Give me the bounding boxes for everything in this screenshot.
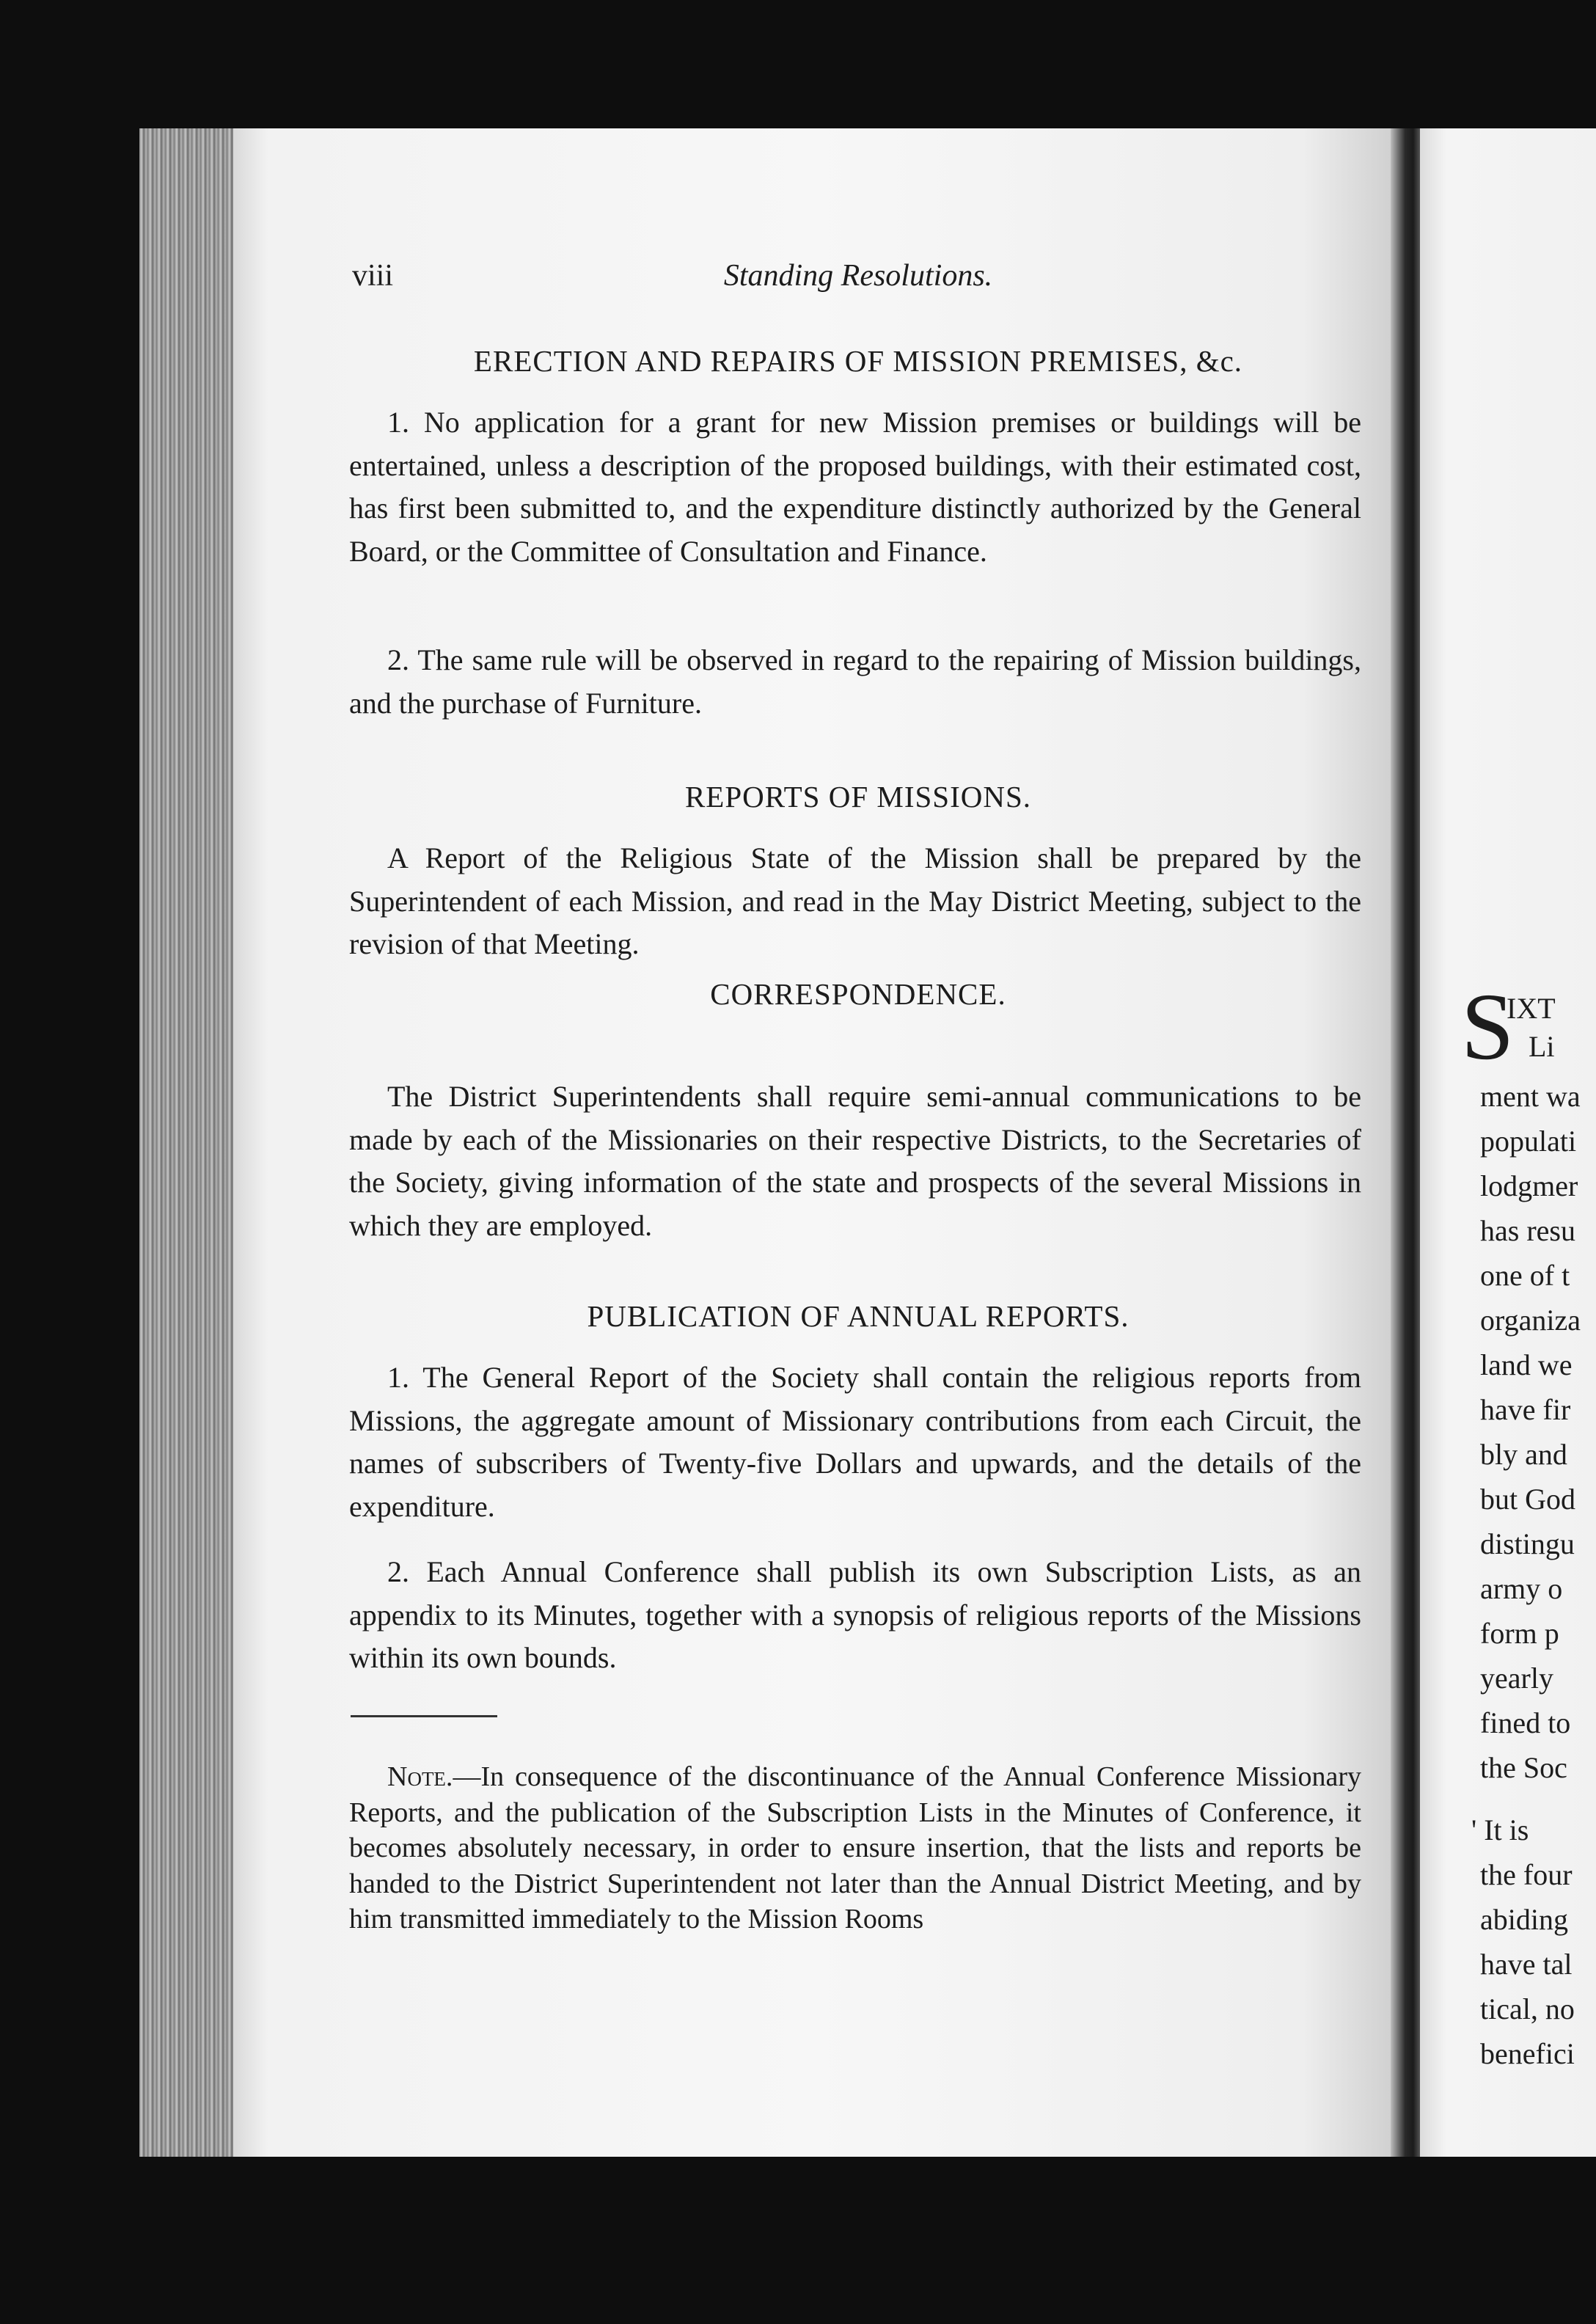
footnote bbox=[349, 1759, 1361, 1937]
section-heading-erection: ERECTION AND REPAIRS OF MISSION PREMISES, &c. bbox=[473, 344, 1243, 378]
running-title: Standing Resolutions. bbox=[723, 259, 993, 293]
page-edges bbox=[139, 128, 235, 2157]
page-number: viii bbox=[352, 259, 394, 293]
paragraph-reports: A Report of the Religious State of the Mission shall be prepared by the Superintendent of each Mission, and read in the May District Meeting, subject to the revision of that Meeting. bbox=[349, 841, 1361, 960]
running-head bbox=[352, 258, 1364, 302]
paragraph-erection-2: 2. The same rule will be observed in regard to the repairing of Mission buildings, and the purchase of Furniture. bbox=[349, 643, 1361, 720]
note-text: —In consequence of the discontinuance of the Annual Conference Missionary Reports, and the publication of the Subscription Lists in the Minutes of Conference, it becomes absolutely necessary, in order to ensure insertion, that the lists and reports be handed to the District Superintendent not later than the Annual District Meeting, and by him transmitted immediately to the Mission Rooms bbox=[349, 1761, 1361, 1934]
facing-line: ' It is bbox=[1471, 1813, 1529, 1846]
facing-line: the Soc bbox=[1480, 1751, 1567, 1784]
note-label: Note. bbox=[387, 1761, 453, 1792]
section-heading-correspondence: CORRESPONDENCE. bbox=[710, 977, 1006, 1011]
facing-line: lodgmer bbox=[1480, 1169, 1578, 1202]
facing-line: form p bbox=[1480, 1617, 1559, 1650]
facing-line: have fir bbox=[1480, 1393, 1571, 1426]
facing-line: have tal bbox=[1480, 1948, 1573, 1981]
facing-line: fined to bbox=[1480, 1706, 1571, 1739]
facing-line: the four bbox=[1480, 1858, 1573, 1891]
section-heading-reports: REPORTS OF MISSIONS. bbox=[684, 780, 1032, 814]
paragraph-erection-1: 1. No application for a grant for new Mission premises or buildings will be entertained, unless a description of the proposed buildings, with their estimated cost, has first been submitted to, and the expenditure distinctly authorized by the General Board, or the Committee of Consultation and Finance. bbox=[349, 406, 1361, 568]
facing-line: distingu bbox=[1480, 1527, 1575, 1560]
paragraph-publication-1: 1. The General Report of the Society shall contain the religious reports from Missions, the aggregate amount of Missionary contributions from each Circuit, the names of subscribers of Twenty-five Dollars and upwards, and the details of the expenditure. bbox=[349, 1361, 1361, 1523]
facing-line: one of t bbox=[1480, 1259, 1570, 1292]
section-heading-publication: PUBLICATION OF ANNUAL REPORTS. bbox=[587, 1299, 1130, 1333]
footnote-rule bbox=[351, 1715, 497, 1717]
paragraph-correspondence: The District Superintendents shall require semi-annual communications to be made by each of the Missionaries on their respective Districts, to the Secretaries of the Society, giving information of the state and prospects of the several Missions in which they are employed. bbox=[349, 1080, 1361, 1242]
facing-line: organiza bbox=[1480, 1304, 1581, 1337]
drop-cap: S bbox=[1461, 974, 1515, 1080]
facing-line: yearly bbox=[1480, 1662, 1553, 1695]
facing-line: land we bbox=[1480, 1348, 1573, 1381]
book-gutter bbox=[1391, 128, 1423, 2157]
facing-line: populati bbox=[1480, 1125, 1577, 1158]
facing-line: army o bbox=[1480, 1572, 1563, 1605]
facing-line: tical, no bbox=[1480, 1992, 1575, 2025]
facing-line: has resu bbox=[1480, 1214, 1575, 1247]
facing-line: abiding bbox=[1480, 1903, 1568, 1936]
facing-page bbox=[1420, 128, 1596, 2157]
facing-line: IXT bbox=[1507, 992, 1556, 1025]
facing-line: ment wa bbox=[1480, 1080, 1581, 1113]
facing-line: bly and bbox=[1480, 1438, 1567, 1471]
paragraph-publication-2: 2. Each Annual Conference shall publish its own Subscription Lists, as an appendix to its Minutes, together with a synopsis of religious reports of the Missions within its own bounds. bbox=[349, 1555, 1361, 1674]
facing-line: but God bbox=[1480, 1483, 1575, 1516]
facing-line: benefici bbox=[1480, 2037, 1575, 2070]
facing-line: Li bbox=[1529, 1030, 1555, 1063]
